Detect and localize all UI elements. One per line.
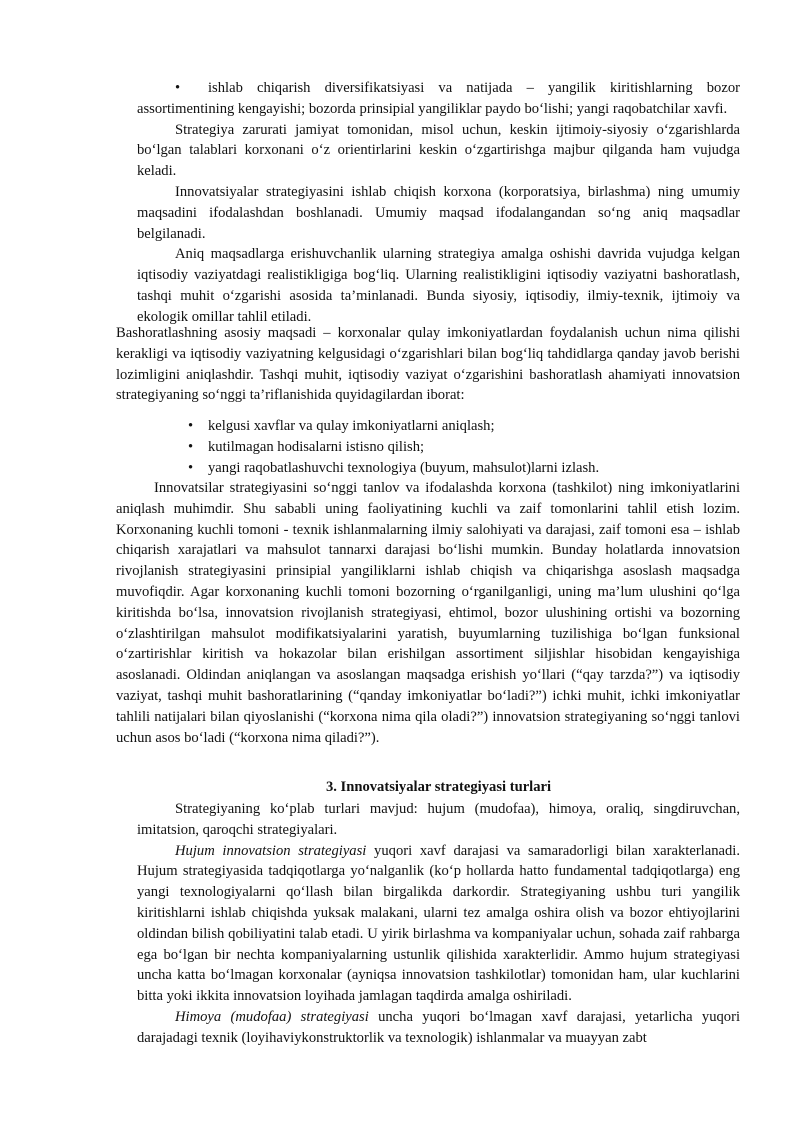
bullet-line [137, 78, 740, 120]
bullet-text: ishlab chiqarish diversifikatsiyasi va natijada – yangilik kiritishlarning bozor assortimentining kengayishi; [137, 80, 740, 117]
list-item-text: kelgusi xavflar va qulay imkoniyatlarni aniqlash; [208, 418, 495, 434]
intro-block [137, 78, 740, 328]
defense-strategy-term: Himoya (mudofaa) strategiyasi [175, 1008, 369, 1025]
section-heading: 3. Innovatsiyalar strategiyasi turlari [325, 779, 552, 795]
paragraph: Strategiyaning ko‘plab turlari mavjud: hujum (mudofaa), himoya, oraliq, singdiruvchan, imitatsion, qaroqchi strategiyalari. [137, 801, 740, 838]
bullet-text: bozorda prinsipial yangiliklar paydo bo‘lishi; [308, 100, 574, 117]
defense-strategy-text: uncha yuqori bo‘lmagan xavf darajasi, yetarlicha yuqori darajadagi texnik (loyihaviykonstruktorlik va texnologik) ishlanmalar va muayyan zabt [137, 1008, 740, 1046]
attack-strategy-term: Hujum innovatsion strategiyasi [175, 842, 367, 859]
list-item [188, 458, 708, 479]
paragraph: Innovatsiyalar strategiyasini ishlab chiqish korxona (korporatsiya, birlashma) ning umumiy maqsadini ifodalashdan boshlanadi. Umumiy maqsad ifodalangandan so‘ng aniq maqsadlar belgilanadi. [137, 183, 740, 242]
defense-strategy-paragraph [137, 1007, 740, 1049]
bullet-text: yangi raqobatchilar xavfi. [576, 100, 728, 117]
list-item-text: kutilmagan hodisalarni istisno qilish; [208, 438, 425, 455]
list-item [188, 437, 708, 458]
attack-strategy-text: yuqori xavf darajasi va samaradorligi bilan xarakterlanadi. Hujum strategiyasida tadqiqotlarga yo‘nalganlik (ko‘p hollarda hatto fundamental tadqiqotlarga) eng yangi texnologiyalarni qo‘llash bilan birgalikda darkordir. Strategiyaning ushbu turi yangilik kiritishlarni ishlab chiqishda yuksak malakani, ularni tez amalga oshira olish va bozor ehtiyojlarini oldindan bilish qobiliyatini talab etadi. U yirik birlashma va kompaniyalar uchun, sohada zaif rahbarga ega bo‘lgan bir nechta kompaniyalarning ustunlik qilishida xarakterlidir. Ammo hujum strategiyasi uncha katta bo‘lmagan korxonalar (ayniqsa innovatsion tashkilotlar) tomonidan ham, ular kuchlarini bitta yoki ikkita innovatsion loyihada jamlagan taqdirda amalga oshiriladi. [137, 842, 740, 1005]
bullet-marker: • [188, 438, 194, 455]
bullet-marker: • [188, 418, 194, 434]
list-item [188, 416, 708, 437]
list-item-text: yangi raqobatlashuvchi texnologiya (buyum, mahsulot)larni izlash. [208, 459, 600, 476]
forecast-paragraph: Bashoratlashning asosiy maqsadi – korxonalar qulay imkoniyatlardan foydalanish uchun nima qilishi kerakligi va iqtisodiy vaziyatning kelgusidagi o‘zgarishlari bilan bog‘liq tahdidlarga qanday javob berishi lozimligini aniqlashdir. Tashqi muhit, iqtisodiy vaziyat o‘zgarishini bashoratlash ahamiyati innovatsion strategiyaning so‘nggi ta’riflanishida quyidagilardan iborat: [116, 325, 740, 404]
forecast-list [188, 416, 708, 478]
paragraph: Aniq maqsadlarga erishuvchanlik ularning strategiya amalga oshishi davrida vujudga kelgan iqtisodiy vaziyatdagi realistikligiga bog‘liq. Ularning realistikligini iqtisodiy vaziyatni bashoratlash, tashqi muhit o‘zgarishi asosida ta’minlanadi. Bunda siyosiy, iqtisodiy, ilmiy-texnik, ijtimoiy va ekologik omillar tahlil etiladi. [137, 246, 740, 325]
strategy-types-block [137, 799, 740, 1049]
bullet-marker: • [175, 80, 181, 96]
paragraph: Strategiya zarurati jamiyat tomonidan, misol uchun, keskin ijtimoiy-siyosiy o‘zgarishlarda bo‘lgan talablari korxonani o‘z orientirlarini keskin o‘zgartirishga majbur qilganda ham vujudga keladi. [137, 121, 740, 180]
attack-strategy-paragraph [137, 841, 740, 1007]
strategy-choice-paragraph: Innovatsilar strategiyasini so‘nggi tanlov va ifodalashda korxona (tashkilot) ning imkoniyatlarini aniqlash muhimdir. Shu sababli uning faoliyatining kuchli va zaif tomonlarini tahlil etish lozim. Korxonaning kuchli tomoni - texnik ishlanmalarning ilmiy salohiyati va darajasi, zaif tomoni esa – ishlab chiqarish xarajatlari va mahsulot tannarxi darajasi bo‘lishi mumkin. Bunday holatlarda innovatsion rivojlanish strategiyasini prinsipial yangiliklarni ishlab chiqish va chiqarishga asoslash maqsadga muvofiqdir. Agar korxonaning kuchli tomoni bozorning o‘rganilganligi, uning ma’lum ulushini qo‘lga kiritishda bo‘lsa, innovatsion rivojlanish strategiyasi, ehtimol, bozor ulushining ortishi va bozorning o‘zlashtirilgan mahsulot modifikatsiyalarini yaratish, buyumlarning tuzilishiga bo‘lgan funksional o‘zartirishlar kiritish va hokazolar bilan erishilgan assortiment siljishlar hisobidan kengayishiga asoslanadi. Oldindan aniqlangan va asoslangan maqsadga erishish yo‘llari (“qay tarzda?”) va iqtisodiy vaziyat, tashqi muhit bashoratlarining (“qanday imkoniyatlar bo‘ladi?”) ichki muhit, ichki imkoniyatlar tahlili natijalari bilan qiyoslanishi (“korxona nima qila oladi?”) innovatsion strategiyaning so‘nggi tanlovi uchun asos bo‘ladi (“korxona nima qiladi?”). [116, 480, 740, 746]
bullet-marker: • [188, 459, 194, 476]
